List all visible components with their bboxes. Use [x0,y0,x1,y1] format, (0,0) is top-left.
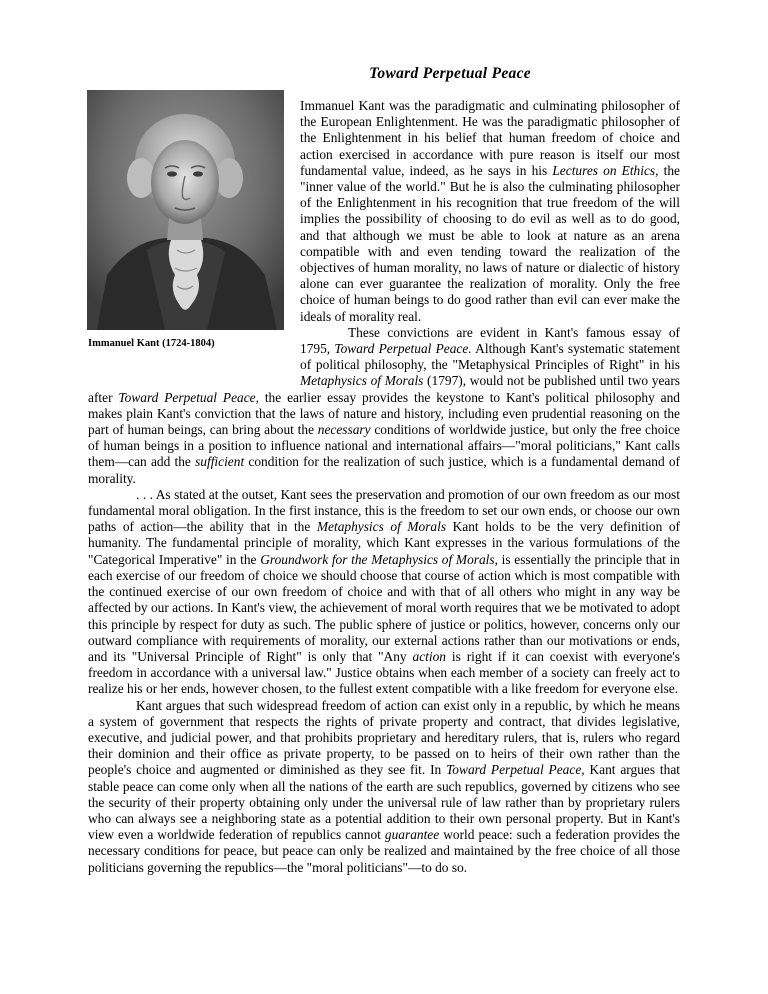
text-run: world peace: such a federation provides the necessary conditions for peace, but peace can only be realized and maintained by the free choice of all those politicians governing the republics—the "moral politicians"—to do so. [88,827,680,875]
essay-paragraph-3 [88,487,680,698]
italic-title-run: Toward Perpetual Peace, [446,762,585,778]
italic-title-run: Toward Perpetual Peace. [334,341,472,357]
text-run: condition for the realization of such justice, which is a fundamental demand of morality. [88,454,681,486]
italic-title-run: necessary [317,422,371,438]
portrait-caption: Immanuel Kant (1724-1804) [88,338,215,349]
text-run: . . . As stated at the outset, Kant sees the preservation and promotion of our own freedom as our most fundamental moral obligation. In the first instance, this is the freedom to set our own ends, or choose our own paths of action—the ability that in the [88,486,680,535]
text-run: is essentially the principle that in each exercise of our freedom of choice we should choose that course of action which is most compatible with the continued exercise of our own freedom of choice and with that of all others who might in any way be affected by our actions. In Kant's view, the achievement of moral worth requires that we be motivated to adopt this principle by respect for duty as such. The public sphere of justice or politics, however, concerns only our outward compliance with requirements of morality, our external actions rather than our motivations or ends, and its "Universal Principle of Right" is only that "Any [88,551,680,664]
text-run: the earlier essay provides the keystone to Kant's political philosophy and makes plain Kant's conviction that the laws of nature and history, including even prudential reasoning on the part of human beings, can bring about the [88,389,680,438]
text-run: Kant argues that stable peace can come only when all the nations of the earth are such republics, governed by citizens who see the security of their property obtaining only under the universal rule of law rather than by proprietary rulers who can always see a neighboring state as a potential addition to their own personal property. But in Kant's view even a worldwide federation of republics cannot [88,762,680,843]
text-run: (1797), would not be published until two years after [88,373,680,405]
text-run: is right if it can coexist with everyone's freedom in accordance with a universal law." Justice obtains when each member of a society can freely act to realize his or her ends, however chosen, to the fullest extent compatible with a like freedom for everyone else. [88,648,680,697]
italic-title-run: action [412,648,446,664]
text-run: Kant argues that such widespread freedom of action can exist only in a republic, by which he means a system of government that respects the rights of private property and contract, that divides legislative, executive, and judicial power, and that prohibits proprietary and hereditary rulers, that is, rulers who regard their dominion and their office as private property, to be passed on to heirs of their own rather than the people's choice and augmented or diminished as they see fit. In [88,697,680,778]
text-run: These convictions are evident in Kant's famous essay of 1795, [300,324,680,357]
italic-title-run: guarantee [384,827,440,843]
text-run: the "inner value of the world." But he is also the culminating philosopher of the Enlightenment in his recognition that true freedom of the will implies the possibility of choosing to do evil as well as to do good, and that although we must be able to look at nature as an arena compatible with and even tending toward the realization of the objectives of human morality, no laws of nature or dialectic of history alone can ever guarantee the realization of morality. Only the free choice of human beings to do good rather than evil can ever make the ideals of morality real. [300,162,680,324]
essay-paragraph-4 [88,698,680,876]
text-run: Immanuel Kant was the paradigmatic and culminating philosopher of the European Enlightenment. He was the paradigmatic philosopher of the Enlightenment in his belief that human freedom of choice and action exercised in accordance with pure reason is itself our most fundamental value, indeed, as he says in his [300,98,680,178]
text-run: Although Kant's systematic statement of political philosophy, the "Metaphysical Principles of Right" in his [300,341,680,373]
document-title: Toward Perpetual Peace [369,65,531,82]
italic-title-run: Groundwork for the Metaphysics of Morals, [260,551,498,567]
essay-body [88,98,680,876]
portrait-float-spacer [88,98,300,376]
italic-title-run: sufficient [195,454,245,470]
italic-title-run: Lectures on Ethics, [552,162,659,178]
text-run: conditions of worldwide justice, but only the free choice of human beings in a position to influence national and international affairs—"moral politicians," Kant calls them—can add the [88,422,680,470]
text-run: Kant holds to be the very definition of humanity. The fundamental principle of morality, which Kant expresses in the various formulations of the "Categorical Imperative" in the [88,519,680,567]
italic-title-run: Toward Perpetual Peace, [118,389,259,405]
italic-title-run: Metaphysics of Morals [316,519,447,535]
italic-title-run: Metaphysics of Morals [300,373,424,389]
